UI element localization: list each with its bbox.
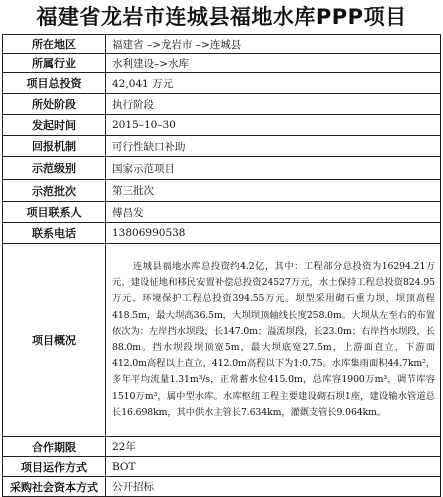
phone-value: 13806990538 <box>106 223 441 244</box>
return-mechanism-label: 回报机制 <box>3 136 106 157</box>
overview-label: 项目概况 <box>3 244 106 437</box>
investment-value: 42,041 万元 <box>106 73 441 94</box>
industry-label: 所属行业 <box>3 54 106 73</box>
table-row-procurement <box>3 477 441 497</box>
table-row-investment <box>3 73 441 94</box>
return-mechanism-value: 可行性缺口补助 <box>106 136 441 157</box>
table-row-region <box>3 35 441 54</box>
stage-value: 执行阶段 <box>106 94 441 115</box>
procurement-label: 采购社会资本方式 <box>3 477 106 497</box>
cooperation-period-value: 22年 <box>106 437 441 457</box>
region-label: 所在地区 <box>3 35 106 54</box>
page-title: 福建省龙岩市连城县福地水库PPP项目 <box>36 5 407 29</box>
demo-batch-value: 第三批次 <box>106 180 441 202</box>
region-value: 福建省 –>龙岩市 –>连城县 <box>106 35 441 54</box>
procurement-value: 公开招标 <box>106 477 441 497</box>
phone-label: 联系电话 <box>3 223 106 244</box>
table-row-launch-time <box>3 115 441 136</box>
table-row-contact <box>3 202 441 223</box>
industry-value: 水利建设–>水库 <box>106 54 441 73</box>
launch-time-value: 2015–10–30 <box>106 115 441 136</box>
cooperation-period-label: 合作期限 <box>3 437 106 457</box>
table-row-industry <box>3 54 441 73</box>
project-info-table <box>2 34 441 497</box>
demo-batch-label: 示范批次 <box>3 180 106 202</box>
launch-time-label: 发起时间 <box>3 115 106 136</box>
operation-mode-label: 项目运作方式 <box>3 457 106 477</box>
table-row-return-mechanism <box>3 136 441 157</box>
investment-label: 项目总投资 <box>3 73 106 94</box>
stage-label: 所处阶段 <box>3 94 106 115</box>
demo-level-label: 示范级别 <box>3 157 106 180</box>
operation-mode-value: BOT <box>106 457 441 477</box>
table-row-demo-batch <box>3 180 441 202</box>
table-row-demo-level <box>3 157 441 180</box>
contact-value: 傅昌发 <box>106 202 441 223</box>
contact-label: 项目联系人 <box>3 202 106 223</box>
table-row-phone <box>3 223 441 244</box>
table-row-overview <box>3 244 441 437</box>
table-row-operation-mode <box>3 457 441 477</box>
overview-text: 连城县福地水库总投资约4.2亿，其中：工程部分总投资为16294.21万元，建设征地和移民安置补偿总投资24527万元，水土保持工程总投资824.95万元、环境保护工程总投资394.55万元。坝型采用砌石重力坝，坝顶高程418.5m，最大坝高36.5m，大坝坝顶轴线长度258.0m。大坝从左至右的布置依次为：左岸挡水坝段，长147.0m；溢流坝段，长23.0m；右岸挡水坝段，长88.0m。挡水坝段坝顶宽5m，最大坝底宽27.5m，上游面直立，下游面412.0m高程以上直立，412.0m高程以下为1:0.75。水库集雨面积44.7km²，多年平均流量1.31m³/s，正常蓄水位415.0m，总库容1900万m³，调节库容1510万m³，属中型水库。水库枢纽工程主要建设砌石坝1座，建设输水管道总长16.698km，其中供水主管长7.634km，灌溉支管长9.064km。 <box>106 244 441 437</box>
demo-level-value: 国家示范项目 <box>106 157 441 180</box>
table-row-stage <box>3 94 441 115</box>
table-row-cooperation-period <box>3 437 441 457</box>
